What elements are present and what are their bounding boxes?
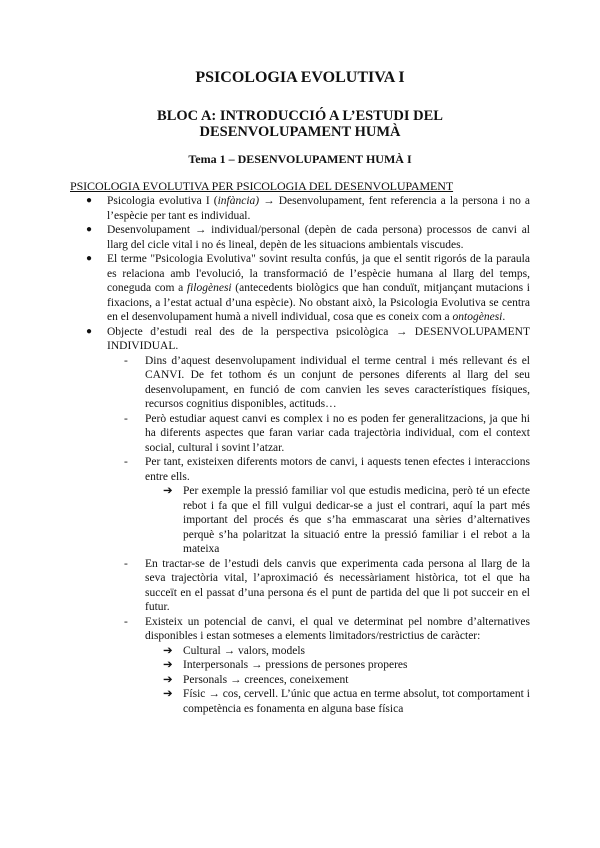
sub-list: [86, 354, 530, 717]
main-list: [86, 194, 530, 354]
dash-icon: -: [124, 615, 128, 628]
arrow-icon: ➔: [163, 659, 173, 671]
tema-heading: Tema 1 – DESENVOLUPAMENT HUMÀ I: [188, 152, 412, 166]
list-item: ● Desenvolupament → individual/personal (depèn de cada persona) processos de canvi al llarg del cicle vital i no és lineal, depèn de les situacions ambientals viscudes.: [86, 224, 530, 251]
arrow-icon: ➔: [163, 673, 173, 686]
nested-list: [145, 644, 530, 717]
arrow-icon: ➔: [163, 644, 173, 657]
section-heading: PSICOLOGIA EVOLUTIVA PER PSICOLOGIA DEL DESENVOLUPAMENT: [70, 179, 454, 193]
bullet-icon: ●: [86, 325, 93, 337]
arrow-icon: ➔: [163, 688, 173, 700]
sub-list-item: - Per tant, existeixen diferents motors de canvi, i aquests tenen efectes i interaccions entre ells. ➔ Per exemple la pressió familiar vol que estudis medicina, però té un efecte rebot i fa que el fill vulgui dedicar-se a just el contrari, aquí la part més important del procés és que s’ha emmascarat una sèries d’alternatives perquè s’ha polaritzat la situació entre la pressió familiar i el rebot a la mateixa: [124, 456, 530, 555]
bloc-heading: BLOC A: INTRODUCCIÓ A L’ESTUDI DEL DESENVOLUPAMENT HUMÀ: [157, 108, 443, 140]
dash-icon: -: [124, 557, 128, 570]
nested-list-item: ➔ Interpersonals → pressions de persones properes: [163, 659, 408, 671]
list-item: ● Psicologia evolutiva I (infància) → Desenvolupament, fent referencia a la persona i no a l’espècie per tant es individual.: [86, 195, 530, 222]
nested-list-item: ➔ Cultural → valors, models: [163, 644, 306, 657]
bullet-icon: ●: [86, 195, 93, 206]
dash-icon: -: [124, 456, 128, 468]
sub-list-item: - Però estudiar aquest canvi es complex i no es poden fer generalitzacions, ja que hi ha diferents aspectes que faran variar cada trajectòria individual, com el context social, cultural i sovint l’atzar.: [124, 412, 530, 454]
list-item: ● Objecte d’estudi real des de la perspectiva psicològica → DESENVOLUPAMENT INDIVIDUAL.: [86, 325, 530, 352]
arrow-icon: ➔: [163, 485, 173, 497]
content-body: [86, 194, 530, 716]
list-item: ● El terme "Psicologia Evolutiva" sovint resulta confús, ja que el sentit rigorós de la paraula es relaciona amb l'evolució, la transformació de l’espècie humana al llarg del temps, coneguda com a filogènesi (antecedents biològics que han conduït, mitjançant mutacions i fixacions, a l’estat actual d’una espècie). No obstant això, la Psicologia Evolutiva se centra en el desenvolupament humà a nivell individual, cosa que es coneix com a ontogènesi.: [86, 253, 530, 323]
nested-list-item: ➔ Personals → creences, coneixement: [163, 673, 349, 686]
nested-list-item: ➔ Físic → cos, cervell. L’únic que actua en terme absolut, tot comportament i competència es fonamenta en alguna base física: [163, 688, 530, 715]
dash-icon: -: [124, 412, 128, 425]
sub-list-item: - Dins d’aquest desenvolupament individual el terme central i més rellevant és el CANVI. De fet tothom és un conjunt de persones diferents al llarg del seu desenvolupament, en funció de com canvien les seves característiques físiques, recursos cognitius disponibles, actituds…: [124, 354, 530, 410]
document-title: PSICOLOGIA EVOLUTIVA I: [195, 69, 405, 86]
dash-icon: -: [124, 354, 128, 367]
sub-list-item: - En tractar-se de l’estudi dels canvis que experimenta cada persona al llarg de la seva trajectòria vital, l’aproximació és necessàriament històrica, tot el que ha succeït en el passat d’una persona és el punt de partida del que li pot succeir en el futur.: [124, 557, 530, 613]
bullet-icon: ●: [86, 253, 93, 264]
nested-list-item: ➔ Per exemple la pressió familiar vol que estudis medicina, però té un efecte rebot i fa que el fill vulgui dedicar-se a just el contrari, aquí la part més important del procés és que s’ha emmascarat una sèries d’alternatives perquè s’ha polaritzat la situació entre la pressió familiar i el rebot a la mateixa: [163, 485, 530, 555]
bullet-icon: ●: [86, 224, 93, 235]
nested-list: [145, 484, 530, 557]
sub-list-item: - Existeix un potencial de canvi, el qual ve determinat pel nombre d’alternatives disponibles i estan sotmeses a elements limitadors/restrictius de caràcter: ➔ Cultural → valors, models ➔ Interpersonals → pressions de persones properes ➔ Personals → creences, coneixement ➔ Físic → cos, cervell. L’únic que actua en terme absolut, tot comportament i competència es fonamenta en alguna base física: [124, 615, 530, 715]
